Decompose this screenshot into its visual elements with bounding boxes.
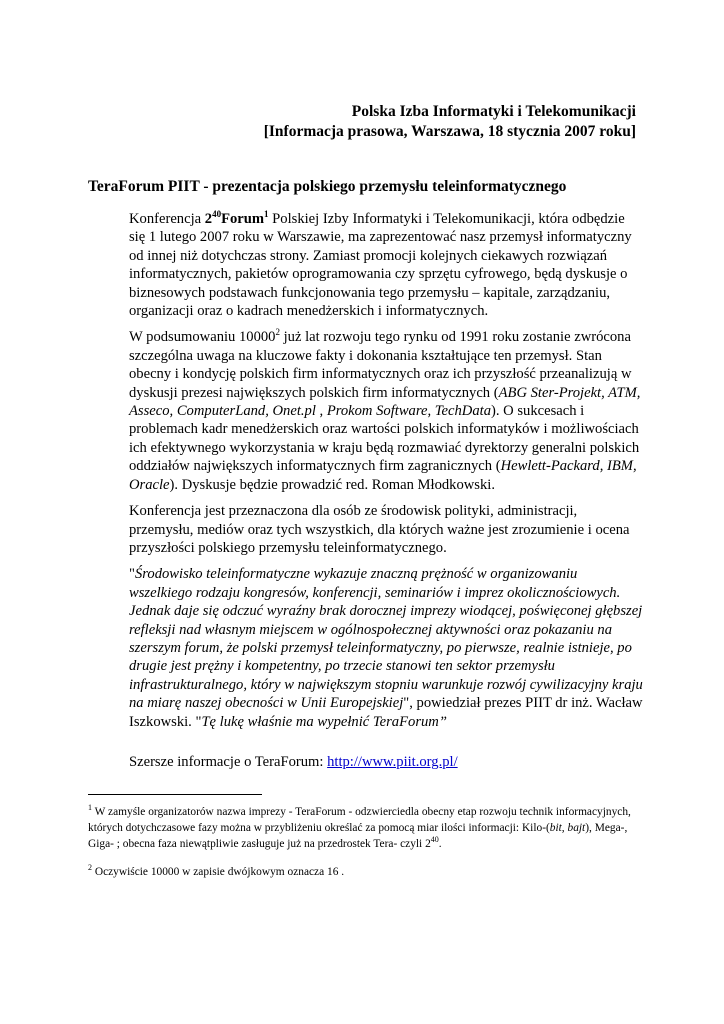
text-run: Konferencja <box>129 211 205 227</box>
text-run: Forum <box>221 211 265 227</box>
footnote-ref-2[interactable]: 2 <box>275 327 280 338</box>
quote-text: Środowisko teleinformatyczne wykazuje znaczną prężność w organizowaniu wszelkiego rodzaju kongresów, konferencji, seminariów i imprez okolicznościowych. Jednak daje się odczuć wyraźny brak dorocznej imprezy wiodącej, poświęconej głębszej refleksji nad własnym miejscem w ogólnospołecznej aktywności oraz pokazaniu na szerszym forum, że polski przemysł teleinformatyczny, po pierwsze, realnie istnieje, po drugie jest prężny i kompetentny, po trzecie stanowi ten sektor przemysłu infrastrukturalnego, który w największym stopniu warunkuje rozwój cywilizacyjny kraju na miarę naszej obecności w Unii Europejskiej <box>129 566 643 712</box>
text-run: już lat rozwoju tego rynku od 1991 roku zostanie zwrócona szczególna uwaga na kluczowe fakty i dokonania kształtujące ten przemysł. Stan obecny i kondycję polskich firm informatycznych oraz ich przyszłość przeanalizują w dyskusji prezesi największych polskich firm informatycznych ( <box>129 329 632 401</box>
website-link[interactable]: http://www.piit.org.pl/ <box>327 753 458 770</box>
quote-attribution: ", powiedział prezes PIIT dr inż. Wacław Iszkowski. " <box>129 695 643 730</box>
text-run: ). O sukcesach i problemach kadr menedżerskich oraz wartości polskich informatyków i możliwościach ich efektywnego wykorzystania w kraju będą rozmawiać dyrektorzy generalni polskich oddziałów największych informatycznych firm zagranicznych ( <box>129 403 640 475</box>
paragraph-audience: Konferencja jest przeznaczona dla osób ze środowisk polityki, administracji, przemysłu, mediów oraz tych wszystkich, dla których ważne jest zrozumienie i ocena przyszłości polskiego przemysłu teleinformatycznego. <box>129 503 630 556</box>
footnote-separator <box>88 794 262 795</box>
press-release-dateline: [Informacja prasowa, Warszawa, 18 stycznia 2007 roku] <box>263 123 636 140</box>
text-run: W podsumowaniu 10000 <box>129 329 276 346</box>
footnote-1 <box>88 804 648 852</box>
footnote-ref-1[interactable]: 1 <box>264 209 269 220</box>
more-info-line <box>129 753 643 771</box>
footnote-2 <box>88 864 648 880</box>
text-run: Oczywiście 10000 w zapisie dwójkowym oznacza 16 . <box>92 866 345 878</box>
exponent: 40 <box>430 835 439 845</box>
article-headline: TeraForum PIIT - prezentacja polskiego przemysłu teleinformatycznego <box>88 178 567 195</box>
paragraph-quote <box>129 565 643 731</box>
exponent: 40 <box>212 209 222 220</box>
more-info-label: Szersze informacje o TeraForum: <box>129 753 328 770</box>
text-run: W zamyśle organizatorów nazwa imprezy - TeraForum - odzwierciedla obecny etap rozwoju technik informacyjnych, których dotychczasowe fazy można w przybliżeniu określać za pomocą miar ilości informacji: Kilo-( <box>88 806 631 834</box>
text-run: ). Dyskusje będzie prowadzić red. Roman Młodkowski. <box>169 476 495 493</box>
paragraph-intro <box>129 210 643 320</box>
polish-companies-list: ABG Ster-Projekt, ATM, Asseco, ComputerLand, Onet.pl , Prokom Software, TechData <box>129 384 641 420</box>
text-run: ), Mega-, Giga- ; obecna faza niewątpliwie zasługuje już na przedrostek Tera- czyli 2 <box>88 822 628 850</box>
footnote-number: 1 <box>88 803 92 813</box>
text-run: 2 <box>204 211 213 227</box>
footnote-number: 2 <box>88 863 92 873</box>
event-name <box>205 211 269 227</box>
text-run: Polskiej Izby Informatyki i Telekomunikacji, która odbędzie się 1 lutego 2007 roku w Warszawie, ma zaprezentować nasz przemysł informatyczny od innej niż dotychczas strony. Zamiast promocji kolejnych ciekawych rozwiązań informatycznych, pakietów oprogramowania czy sprzętu cyfrowego, będą dyskusje o biznesowych podstawach funkcjonowania tego przemysłu – kapitale, zarządzaniu, organizacji oraz o kadrach menedżerskich i informatycznych. <box>129 211 632 320</box>
text-run: bit, bajt <box>549 822 586 834</box>
text-run: " <box>129 566 135 583</box>
press-header <box>264 102 636 142</box>
footnotes <box>88 804 648 892</box>
paragraph-summary <box>129 328 643 494</box>
article-body <box>129 210 643 779</box>
foreign-companies-list: Hewlett-Packard, IBM, Oracle <box>129 458 637 493</box>
text-run: . <box>438 838 442 850</box>
organization-name: Polska Izba Informatyki i Telekomunikacji <box>351 103 636 120</box>
closing-quote: Tę lukę właśnie ma wypełnić TeraForum” <box>201 713 447 730</box>
